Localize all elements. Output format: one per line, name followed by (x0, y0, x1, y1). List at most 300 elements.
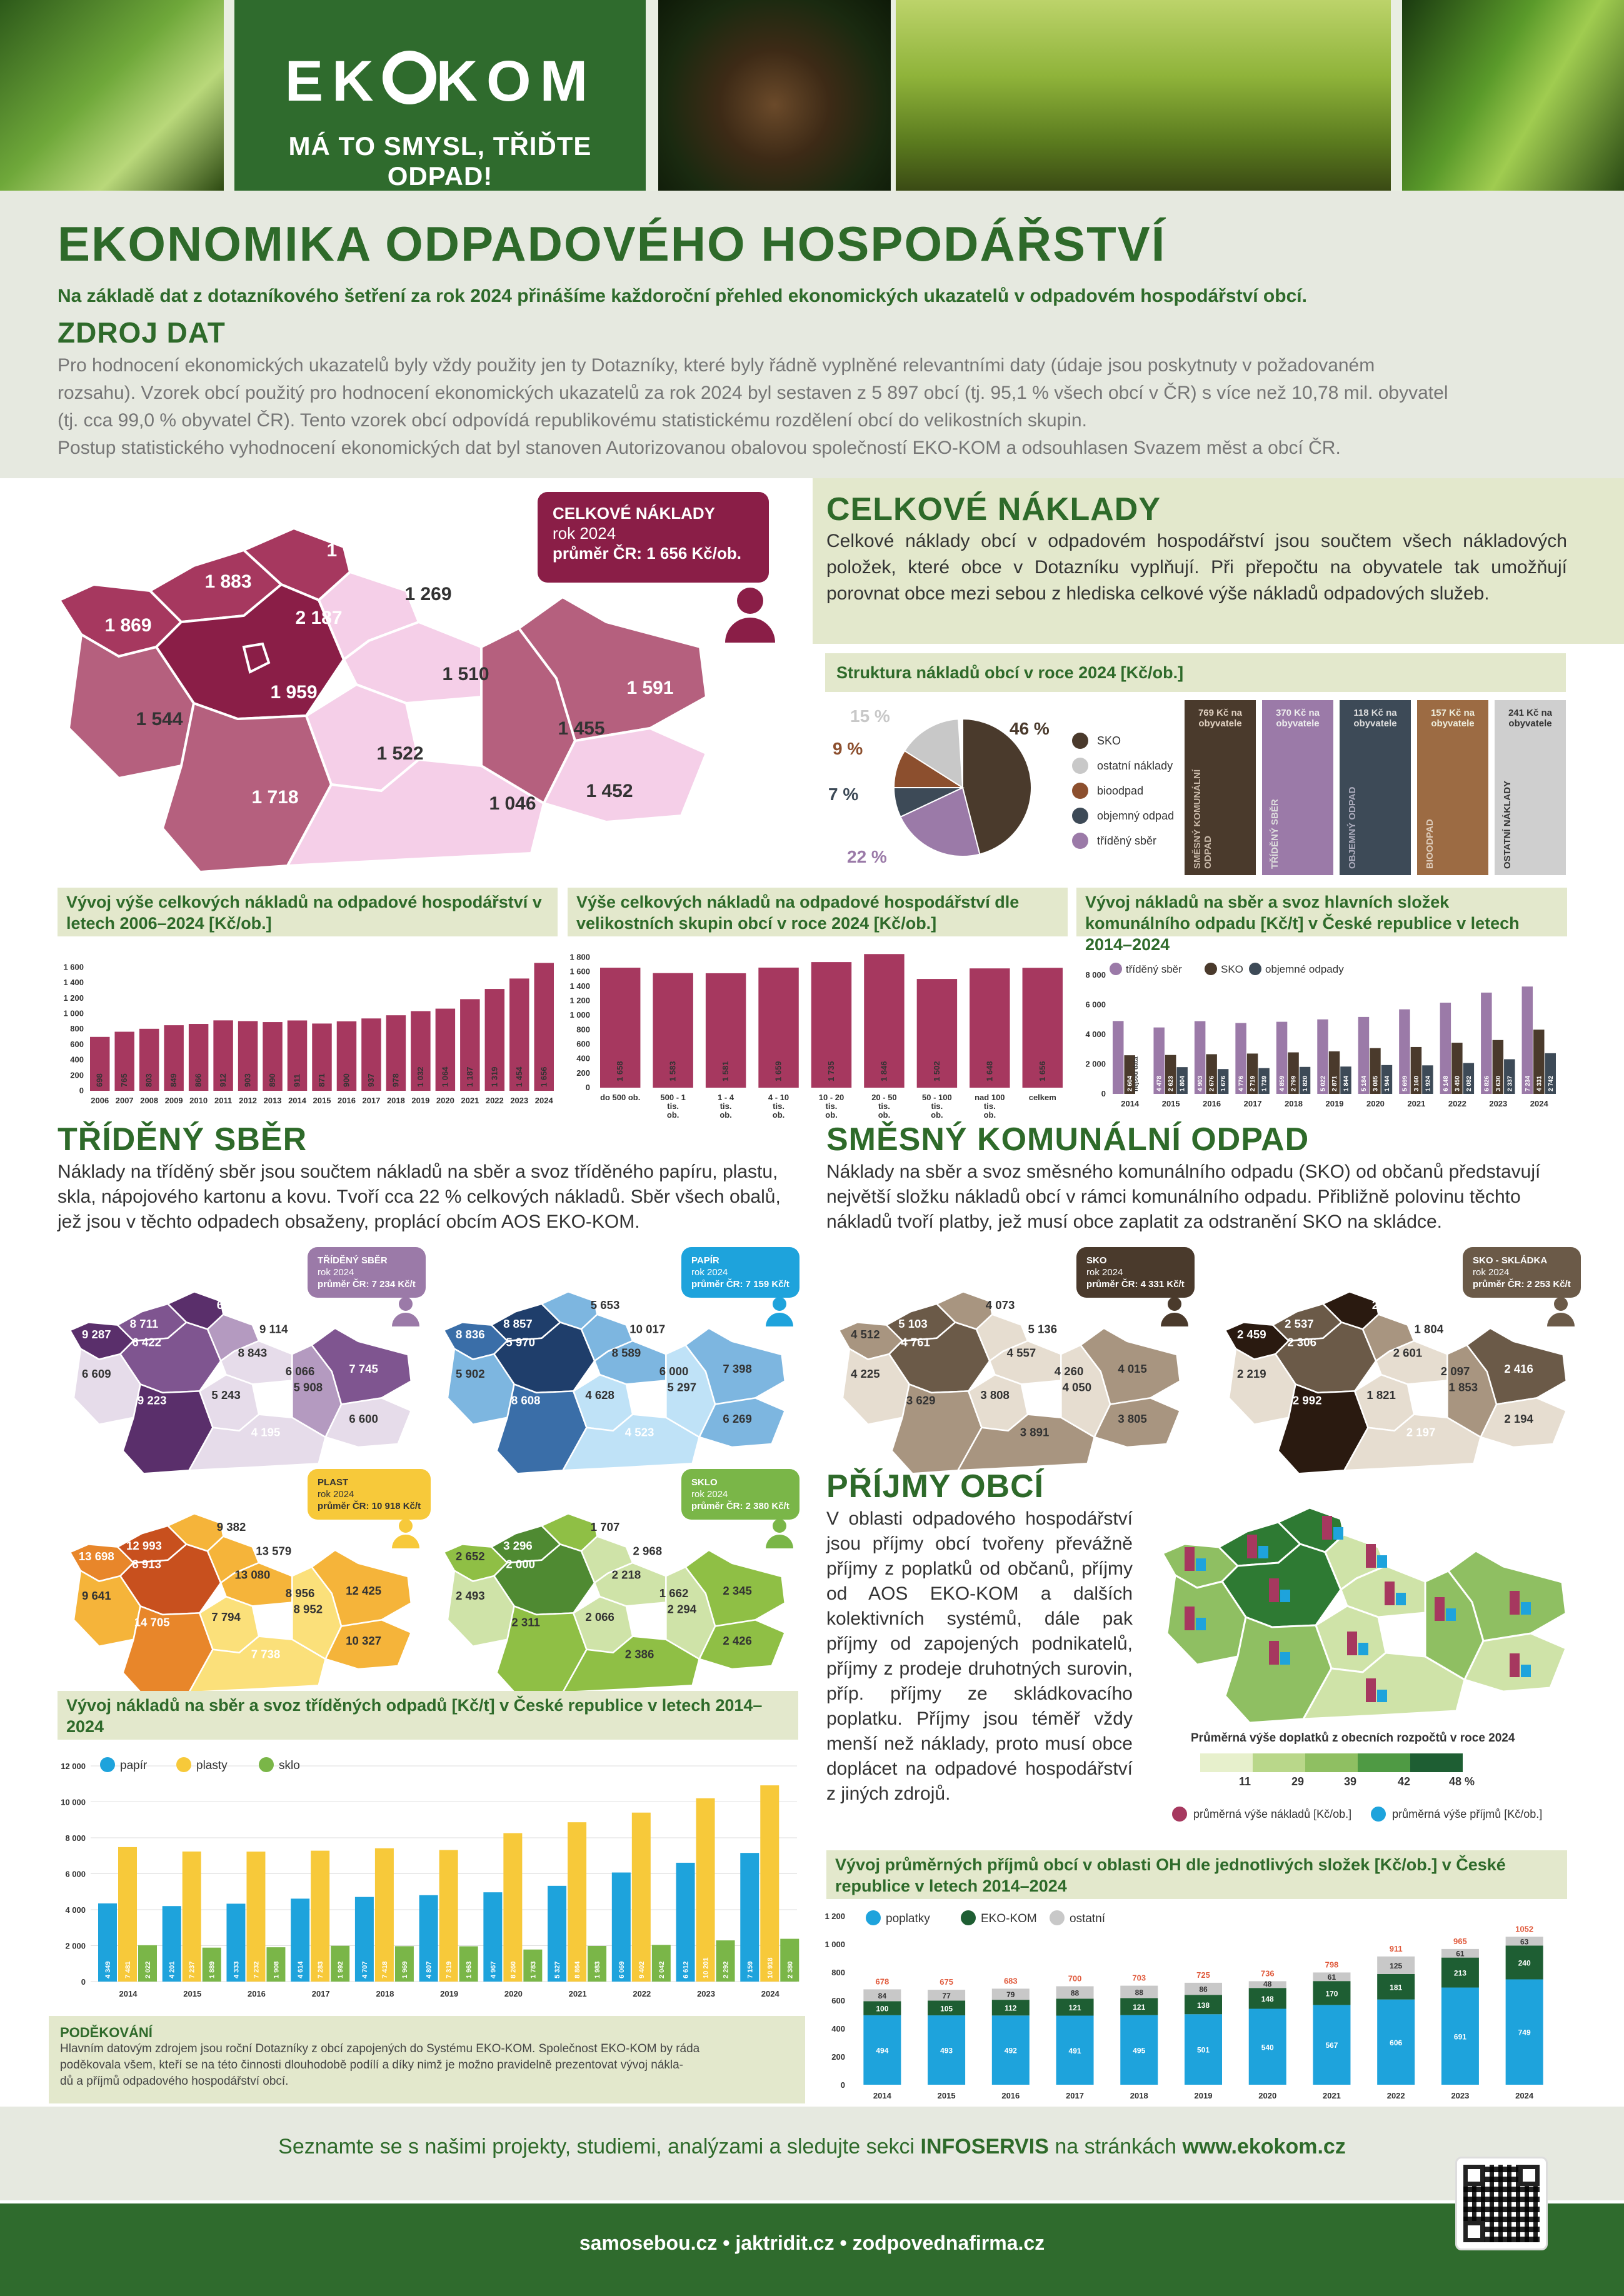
income-bar (1258, 1546, 1268, 1558)
map-value: 13 080 (234, 1568, 271, 1582)
legend-label: plasty (196, 1759, 228, 1772)
bar (1113, 1021, 1123, 1094)
x-tick-label: 2023 (510, 1096, 529, 1105)
bar-total-label: 675 (940, 1977, 953, 1987)
map-value: 3 805 (1118, 1412, 1147, 1426)
map-value: 8 711 (129, 1316, 159, 1330)
bar-value-label: 2 623 (1168, 1075, 1175, 1091)
map-value: 7 745 (349, 1361, 378, 1375)
bar-value-label: 88 (1135, 1988, 1143, 1997)
map-value: 2 992 (1292, 1393, 1322, 1407)
income-map (1160, 1485, 1572, 1728)
map-value: 5 136 (1028, 1322, 1058, 1336)
footer-links-bar (0, 2203, 1624, 2296)
bar-value-label: 213 (1453, 1968, 1466, 1978)
map-value: 8 836 (456, 1327, 485, 1341)
x-tick-label: tis. (931, 1101, 943, 1111)
page-subtitle: Na základě dat z dotazníkového šetření za rok 2024 přinášíme každoroční přehled ekonomických ukazatelů v odpadovém hospodářství obcí. (58, 286, 1307, 306)
x-tick-label: ob. (772, 1110, 785, 1119)
cost-bar (1347, 1632, 1357, 1655)
map-value: 4 523 (624, 1425, 654, 1439)
map-value: 2 311 (511, 1615, 540, 1629)
cost-bar (1269, 1578, 1279, 1602)
map-value: 4 628 (585, 1388, 614, 1402)
bar-value-label: 8 864 (574, 1961, 582, 1978)
bar-value-label: 493 (940, 2046, 953, 2055)
mixed-text: Náklady na sběr a svoz směsného komunálního odpadu (SKO) od občanů představují největší složku nákladů obcí v rámci komunálního odpadu. Přibližně polovinu těchto nákladů tvoří platby, jež musí obce zaplatit za odstranění SKO na skládce. (826, 1161, 1541, 1232)
source-title: ZDROJ DAT (58, 316, 226, 349)
bar-value-label: 7 319 (445, 1961, 453, 1978)
bar-value-label: 2 604 (1126, 1075, 1134, 1091)
bar-value-label: 567 (1325, 2041, 1338, 2050)
map-value: 8 913 (132, 1557, 161, 1571)
bar-value-label: 540 (1261, 2043, 1274, 2052)
map-bubble: TŘÍDĚNÝ SBĚR rok 2024 průměr ČR: 7 234 Kč/t (308, 1247, 426, 1298)
map-value: 6 066 (285, 1365, 315, 1378)
source-line: (tj. cca 99,0 % obyvatel ČR). Tento vzorek obcí odpovídá republikovému statistickému rozdělení obcí do velikostních skupin. (58, 410, 1087, 431)
bar-value-label: 2 042 (658, 1961, 666, 1978)
y-tick-label: 200 (70, 1070, 84, 1080)
cost-bar (1322, 1516, 1332, 1540)
bar-value-label: 1 844 (1343, 1075, 1350, 1091)
structure-bar: 370 Kč na obyvatele TŘÍDĚNÝ SBĚR (1262, 700, 1333, 875)
x-tick-label: 2019 (411, 1096, 430, 1105)
bar-value-label: 1 735 (826, 1061, 836, 1081)
x-tick-label: 10 - 20 (818, 1093, 845, 1102)
source-line: Pro hodnocení ekonomických ukazatelů byly vždy použity jen ty Dotazníky, které byly řádně vyplněné relevantními daty (údaje jsou poskytnuty v požadovaném (58, 355, 1375, 376)
chart-costs-years (53, 950, 559, 1119)
bar-total-label: 1052 (1515, 1924, 1534, 1934)
income-legend-title: Průměrná výše doplatků z obecních rozpočtů v roce 2024 (1191, 1732, 1515, 1745)
income-text: V oblasti odpadového hospodářství jsou příjmy obcí tvořeny převážně příjmy z poplatků od občanů, příjmy od AOS EKO-KOM a dalších kolektivních systémů, dále pak příjmy od zapojených podnikatelů, příjmy z prodeje druhotných surovin, příp. příjmy ze skládkovacího poplatku. Příjmy jsou téměř vždy menší než náklady, proto musí obce doplácet na odpadové hospodářství z jiných zdrojů. (826, 1508, 1133, 1804)
bar-value-label: 63 (1520, 1937, 1529, 1947)
bar-value-label: 77 (942, 1991, 951, 2000)
legend-label: sklo (279, 1759, 300, 1772)
y-tick-label: 200 (831, 2052, 845, 2062)
map-value: 4 050 (1062, 1380, 1092, 1394)
x-tick-label: 2014 (873, 2091, 891, 2100)
x-tick-label: 500 - 1 (660, 1093, 686, 1102)
bubble-title: CELKOVÉ NÁKLADY (553, 504, 716, 523)
map-value: 2 066 (585, 1610, 614, 1624)
bar-value-label: 4 707 (361, 1961, 369, 1978)
map-value: 1 455 (558, 718, 605, 739)
bar-value-label: 1 908 (273, 1961, 281, 1978)
map-value: 9 223 (137, 1393, 167, 1407)
chart-title-sorted: Vývoj nákladů na sběr a svoz tříděných odpadů [Kč/t] v České republice v letech 2014–2024 (58, 1691, 798, 1740)
y-tick-label: 400 (576, 1053, 590, 1063)
pinecone-photo (658, 0, 891, 191)
map-bubble: PLAST rok 2024 průměr ČR: 10 918 Kč/t (308, 1469, 431, 1520)
page-title: EKONOMIKA ODPADOVÉHO HOSPODÁŘSTVÍ (58, 216, 1166, 271)
bar-value-label: 6 612 (682, 1961, 690, 1978)
bar-value-label: 121 (1133, 2003, 1146, 2012)
map-value: 4 557 (1006, 1346, 1036, 1360)
y-tick-label: 800 (831, 1968, 845, 1977)
chart-costs-components (1072, 953, 1572, 1122)
bar-value-label: 2 719 (1250, 1075, 1257, 1091)
bar-value-label: 5 699 (1401, 1075, 1409, 1091)
bar-value-label: 1 658 (615, 1061, 625, 1081)
region-map (431, 1494, 800, 1700)
structure-bar: 241 Kč na obyvatele OSTATNÍ NÁKLADY (1495, 700, 1566, 875)
x-tick-label: 2009 (164, 1096, 183, 1105)
map-value: 5 103 (898, 1316, 928, 1330)
legend-label: EKO-KOM (981, 1912, 1037, 1925)
thanks-line: dů a příjmů odpadového hospodářství obcí. (60, 2075, 289, 2088)
bar-value-label: 3 450 (1454, 1075, 1461, 1091)
bar-value-label: 492 (1004, 2046, 1017, 2055)
map-value: 5 653 (590, 1298, 620, 1312)
chart-title-components: Vývoj nákladů na sběr a svoz hlavních složek komunálního odpadu [Kč/t] v České republice v letech 2014–2024 (1076, 888, 1567, 936)
y-tick-label: 1 200 (825, 1912, 845, 1921)
bar-value-label: 1 944 (1383, 1075, 1391, 1091)
bar-value-label: 501 (1196, 2045, 1210, 2055)
x-tick-label: 2022 (1448, 1099, 1466, 1108)
bar-total-label: 736 (1260, 1968, 1275, 1978)
bar (696, 1798, 715, 1982)
income-bar (1396, 1593, 1406, 1605)
x-tick-label: 2017 (1066, 2091, 1085, 2100)
y-tick-label: 10 000 (61, 1797, 86, 1807)
map-value: 1 510 (442, 664, 489, 684)
bar-value-label: 121 (1068, 2003, 1081, 2012)
map-value: 1 959 (270, 682, 318, 703)
bar-value-label: 86 (1199, 1985, 1208, 1994)
pie-label: 46 % (1010, 719, 1050, 738)
bar-value-label: 749 (1518, 2028, 1531, 2037)
chart-costs-size (566, 941, 1072, 1119)
bar-value-label: 1 659 (773, 1061, 783, 1081)
map-value: 2 537 (1285, 1316, 1314, 1330)
map-value: 1 591 (626, 678, 674, 698)
map-value: 4 260 (1054, 1365, 1084, 1378)
bar-value-label: 7 418 (381, 1961, 389, 1978)
cost-bar (1385, 1582, 1395, 1605)
bar-value-label: 2 380 (786, 1961, 794, 1978)
bar-total-label: 965 (1453, 1936, 1467, 1946)
bar-value-label: 10 918 (766, 1957, 774, 1978)
bar-value-label: 1 739 (1261, 1075, 1268, 1091)
y-tick-label: 2 000 (65, 1941, 86, 1951)
total-costs-text: Celkové náklady obcí v odpadovém hospodářství jsou součtem všech nákladových položek, které obce v Dotazníku vyplňují. Při přepočtu na obyvatele tak umožňují porovnat obce mezi sebou z hlediska celkové výše nákladů odpadových služeb. (826, 531, 1567, 604)
bar-value-label: 240 (1518, 1958, 1531, 1968)
map-value: 9 382 (216, 1520, 246, 1534)
map-value: 2 097 (1440, 1365, 1470, 1378)
bar-value-label: 105 (940, 2004, 953, 2013)
income-bar (1446, 1608, 1456, 1621)
person-icon (766, 1519, 793, 1549)
cost-bar (1185, 1547, 1195, 1571)
mixed-title: SMĚSNÝ KOMUNÁLNÍ ODPAD (826, 1121, 1310, 1158)
map-bubble: PAPÍR rok 2024 průměr ČR: 7 159 Kč/t (681, 1247, 799, 1298)
bar-value-label: 4 967 (489, 1961, 498, 1978)
bar-value-label: 181 (1390, 1983, 1403, 1992)
legend-label: ostatní (1070, 1912, 1106, 1925)
bar-total-label: 798 (1325, 1960, 1339, 1970)
bar-value-label: 6 148 (1442, 1075, 1450, 1091)
ekokom-link[interactable]: www.ekokom.cz (1182, 2135, 1346, 2158)
bar-value-label: 4 807 (425, 1961, 433, 1978)
bubble-year: rok 2024 (553, 524, 616, 543)
bar-value-label: 9 402 (638, 1961, 646, 1978)
bar-value-label: 2 871 (1331, 1075, 1338, 1091)
legend-dot (1249, 963, 1261, 975)
map-value: 2 000 (506, 1557, 535, 1571)
leaf-photo (0, 0, 224, 191)
x-tick-label: 2022 (485, 1096, 504, 1105)
y-tick-label: 0 (585, 1083, 590, 1092)
map-value: 3 296 (503, 1538, 533, 1552)
map-value: 4 761 (901, 1335, 930, 1349)
bar-value-label: 1 963 (465, 1961, 473, 1978)
footer-info (0, 2107, 1624, 2200)
bar-value-label: 1 804 (1179, 1075, 1186, 1091)
x-tick-label: ob. (719, 1110, 732, 1119)
map-value: 2 386 (624, 1647, 654, 1661)
bar-total-label: 911 (1389, 1943, 1403, 1953)
legend-label: papír (120, 1759, 148, 1772)
income-bar (1377, 1690, 1387, 1702)
y-tick-label: 800 (70, 1024, 84, 1034)
y-tick-label: 6 000 (1085, 1000, 1106, 1010)
y-tick-label: 0 (840, 2080, 845, 2090)
bar (503, 1833, 522, 1982)
bar-value-label: 4 614 (297, 1961, 305, 1978)
map-value: 1 853 (1448, 1380, 1478, 1394)
y-tick-label: 1 400 (63, 978, 84, 988)
qr-code[interactable] (1455, 2157, 1548, 2250)
x-tick-label: ob. (825, 1110, 838, 1119)
y-tick-label: 8 000 (1085, 970, 1106, 980)
legend-label: poplatky (886, 1912, 930, 1925)
bar-total-label: 678 (875, 1977, 890, 1987)
map-value: 9 287 (82, 1327, 111, 1341)
y-tick-label: 2 000 (1085, 1059, 1106, 1069)
legend-item: ostatní náklady (1072, 753, 1174, 778)
income-bar (1377, 1555, 1387, 1568)
bar-value-label: 691 (1453, 2032, 1466, 2042)
x-tick-label: tis. (773, 1101, 784, 1111)
pie-label: 9 % (833, 739, 863, 758)
x-tick-label: 2022 (633, 1989, 651, 1998)
x-tick-label: 2018 (386, 1096, 405, 1105)
x-tick-label: 2024 (1530, 1099, 1548, 1108)
legend-label: SKO (1221, 963, 1243, 975)
y-tick-label: 1 200 (63, 993, 84, 1003)
pie-label: 15 % (850, 706, 890, 726)
x-tick-label: 2021 (1407, 1099, 1426, 1108)
bar-value-label: 903 (243, 1073, 253, 1087)
bar-total-label: 700 (1068, 1973, 1082, 1983)
bar-value-label: 138 (1196, 2000, 1210, 2010)
bar-value-label: 8 260 (509, 1961, 518, 1978)
x-tick-label: 2014 (119, 1989, 138, 1998)
income-bar (1196, 1618, 1206, 1630)
map-value: 4 195 (251, 1425, 281, 1439)
map-value: 1 662 (659, 1587, 689, 1600)
bar-value-label: 1 648 (985, 1061, 995, 1081)
legend-dot (866, 1910, 881, 1925)
map-value: 8 843 (238, 1346, 268, 1360)
x-tick-label: 2021 (461, 1096, 479, 1105)
x-tick-label: ob. (931, 1110, 943, 1119)
bar-value-label: 3 085 (1372, 1075, 1380, 1091)
footer-line: Seznamte se s našimi projekty, studiemi, analýzami a sledujte sekci INFOSERVIS na stránkách www.ekokom.cz (278, 2135, 1346, 2158)
map-value: 2 218 (611, 1568, 641, 1582)
chart-sorted-waste (44, 1747, 806, 2010)
x-tick-label: 2023 (1489, 1099, 1508, 1108)
bar-value-label: 7 159 (746, 1961, 754, 1978)
total-costs-title: CELKOVÉ NÁKLADY (826, 491, 1161, 528)
bar-value-label: 6 069 (618, 1961, 626, 1978)
bar-value-label: 2 022 (144, 1961, 152, 1978)
map-value: 12 425 (346, 1583, 382, 1597)
cost-bar (1510, 1591, 1520, 1615)
total-costs-bubble (538, 492, 769, 583)
x-tick-label: 2016 (247, 1989, 266, 1998)
logo: EK KOM (284, 49, 597, 113)
y-tick-label: 1 800 (569, 952, 590, 962)
map-value: 2 345 (723, 1583, 752, 1597)
bar-value-label: 1 656 (539, 1066, 549, 1087)
person-icon (1547, 1297, 1575, 1327)
bar-value-label: 3 160 (1413, 1075, 1420, 1091)
map-value: 2 426 (723, 1634, 752, 1648)
map-value: 6 422 (132, 1335, 161, 1349)
map-value: 2 306 (1287, 1335, 1316, 1349)
y-tick-label: 600 (70, 1039, 84, 1049)
y-tick-label: 8 000 (65, 1833, 86, 1843)
pie-label: 22 % (847, 847, 887, 866)
x-tick-label: 2018 (1285, 1099, 1303, 1108)
map-value: 2 416 (1504, 1361, 1533, 1375)
legend-dot (100, 1757, 115, 1772)
x-tick-label: 2014 (288, 1096, 306, 1105)
x-tick-label: ob. (983, 1110, 996, 1119)
x-tick-label: 2015 (313, 1096, 331, 1105)
map-bubble: SKO rok 2024 průměr ČR: 4 331 Kč/t (1076, 1247, 1195, 1298)
x-tick-label: 2018 (376, 1989, 394, 1998)
x-tick-label: celkem (1028, 1093, 1056, 1102)
bar-value-label: 4 201 (168, 1961, 176, 1978)
x-tick-label: 2017 (362, 1096, 381, 1105)
chart-title-income: Vývoj průměrných příjmů obcí v oblasti OH dle jednotlivých složek [Kč/ob.] v České republice v letech 2014–2024 (826, 1850, 1567, 1899)
footer-links[interactable]: samosebou.cz • jaktridit.cz • zodpovednafirma.cz (579, 2232, 1045, 2254)
x-tick-label: 2011 (214, 1096, 233, 1105)
map-value: 9 114 (259, 1322, 288, 1336)
bar-value-label: 7 237 (188, 1961, 196, 1978)
map-value: 1 046 (489, 793, 536, 814)
income-bar (1333, 1527, 1343, 1540)
bar-value-label: 1 454 (514, 1066, 524, 1087)
map-value: 5 902 (456, 1367, 485, 1381)
person-icon (725, 588, 775, 644)
bar-value-label: 1 319 (489, 1066, 499, 1087)
bar-value-label: 1 846 (879, 1061, 889, 1081)
x-tick-label: 2015 (1161, 1099, 1180, 1108)
map-value: 8 956 (285, 1587, 315, 1600)
bar-total-label: 725 (1196, 1970, 1210, 1980)
bar-value-label: 7 481 (124, 1961, 132, 1978)
bar (760, 1785, 779, 1982)
cost-bar (1269, 1641, 1279, 1665)
income-bar (1196, 1558, 1206, 1571)
bar-value-label: 2 799 (1290, 1075, 1298, 1091)
y-tick-label: 400 (831, 2024, 845, 2033)
person-icon (766, 1297, 793, 1327)
legend-label: tříděný sběr (1126, 963, 1182, 975)
x-tick-label: tis. (825, 1101, 838, 1111)
bar-value-label: 4 903 (1197, 1075, 1205, 1091)
map-value: 1 821 (1366, 1388, 1396, 1402)
map-value: 6 600 (349, 1412, 378, 1426)
x-tick-label: 2021 (568, 1989, 587, 1998)
x-tick-label: 2024 (761, 1989, 779, 1998)
bar-value-label: 495 (1133, 2046, 1146, 2055)
bar-value-label: 61 (1456, 1949, 1465, 1958)
map-value: 5 297 (667, 1380, 697, 1394)
source-line: rozsahu). Vzorek obcí použitý pro hodnocení ekonomických ukazatelů za rok 2024 byl sestaven z 5 897 obcí (tj. 95,1 % všech obcí v ČR) s více než 10,78 mil. obyvatel (58, 383, 1448, 403)
bar-value-label: 1 656 (1037, 1061, 1047, 1081)
map-value: 4 015 (1118, 1361, 1147, 1375)
x-tick-label: 2017 (311, 1989, 330, 1998)
income-bar (1521, 1665, 1531, 1677)
legend-item: tříděný sběr (1072, 828, 1174, 853)
income-title: PŘÍJMY OBCÍ (826, 1468, 1045, 1505)
bar-value-label: 803 (144, 1073, 154, 1087)
map-value: 8 589 (611, 1346, 641, 1360)
x-tick-label: 2014 (1121, 1099, 1140, 1108)
source-line: Postup statistického vyhodnocení ekonomických dat byl stanoven Autorizovanou obalovou společností EKO-KOM a odsouhlasen Svazem měst a obcí ČR. (58, 438, 1341, 458)
y-tick-label: 4 000 (1085, 1030, 1106, 1039)
income-bar (1358, 1643, 1368, 1655)
legend-label: objemné odpady (1265, 963, 1344, 975)
bar-value-label: 1 992 (337, 1961, 345, 1978)
y-tick-label: 1 200 (569, 996, 590, 1006)
person-icon (1161, 1297, 1188, 1327)
y-tick-label: 4 000 (65, 1905, 86, 1915)
map-value: 1 707 (590, 1520, 620, 1534)
legend-dot (961, 1910, 976, 1925)
bar-value-label: 1 187 (464, 1066, 474, 1087)
bar-value-label: 890 (268, 1073, 278, 1087)
x-tick-label: 2020 (1258, 2091, 1277, 2100)
y-tick-label: 12 000 (61, 1762, 86, 1771)
legend-item: objemný odpad (1072, 803, 1174, 828)
x-tick-label: ob. (666, 1110, 679, 1119)
chart-income (819, 1900, 1569, 2107)
map-value: 2 219 (1237, 1367, 1266, 1381)
y-tick-label: 800 (576, 1025, 590, 1035)
structure-bars (1185, 700, 1567, 875)
map-value: 4 225 (851, 1367, 880, 1381)
source-text (58, 352, 1570, 462)
x-tick-label: 2020 (436, 1096, 454, 1105)
y-tick-label: 0 (1101, 1089, 1106, 1098)
x-tick-label: nad 100 (975, 1093, 1005, 1102)
x-tick-label: 2015 (183, 1989, 202, 1998)
x-tick-label: 2016 (1001, 2091, 1020, 2100)
thanks-box (49, 2016, 805, 2103)
x-tick-label: 2018 (1130, 2091, 1148, 2100)
x-tick-label: 1 - 4 (718, 1093, 734, 1102)
map-value: 10 327 (346, 1634, 382, 1648)
map-value: 3 808 (980, 1388, 1010, 1402)
map-value: 6 269 (723, 1412, 752, 1426)
bar-value-label: 1 983 (594, 1961, 602, 1978)
x-tick-label: 2019 (1194, 2091, 1213, 2100)
